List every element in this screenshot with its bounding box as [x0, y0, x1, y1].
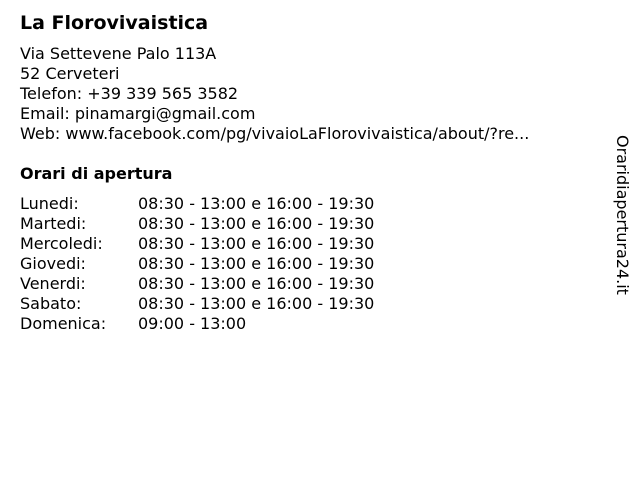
day-hours: 09:00 - 13:00 [138, 314, 247, 333]
day-label: Sabato: [20, 294, 82, 313]
day-label: Venerdi: [20, 274, 86, 293]
day-label: Giovedi: [20, 254, 86, 273]
day-hours: 08:30 - 13:00 e 16:00 - 19:30 [138, 194, 375, 213]
day-label: Mercoledi: [20, 234, 103, 253]
day-hours: 08:30 - 13:00 e 16:00 - 19:30 [138, 254, 375, 273]
website: Web: www.facebook.com/pg/vivaioLaFlorovivaistica/about/?re... [20, 124, 530, 143]
street-address: Via Settevene Palo 113A [20, 44, 217, 63]
business-name: La Florovivaistica [20, 12, 209, 34]
email: Email: pinamargi@gmail.com [20, 104, 256, 123]
day-label: Domenica: [20, 314, 107, 333]
phone: Telefon: +39 339 565 3582 [20, 84, 239, 103]
day-hours: 08:30 - 13:00 e 16:00 - 19:30 [138, 294, 375, 313]
contact-block [20, 44, 529, 144]
day-hours: 08:30 - 13:00 e 16:00 - 19:30 [138, 234, 375, 253]
city: 52 Cerveteri [20, 64, 120, 83]
day-hours: 08:30 - 13:00 e 16:00 - 19:30 [138, 214, 375, 233]
day-hours: 08:30 - 13:00 e 16:00 - 19:30 [138, 274, 375, 293]
day-label: Lunedi: [20, 194, 79, 213]
day-label: Martedi: [20, 214, 87, 233]
opening-hours-heading: Orari di apertura [20, 164, 173, 183]
side-brand-label: Oraridiapertura24.it [613, 135, 632, 295]
